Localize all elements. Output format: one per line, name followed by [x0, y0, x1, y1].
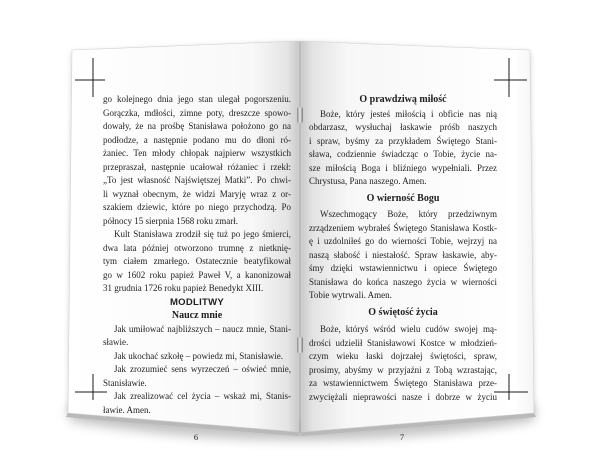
text-line: dowały, że na prośbę Stanisława położono go na — [103, 121, 291, 131]
text-line: ławie. Amen. — [103, 404, 151, 415]
text-line: Boże, który jesteś miłością i obficie nas nią — [320, 108, 497, 119]
text-line: Jak umiłować najbliższych – naucz mnie, Stani- — [114, 323, 291, 334]
text-line: przepraszał, następnie ucałował różaniec i rzekł: — [103, 161, 291, 172]
page-number-left: 6 — [193, 432, 199, 442]
text-line: czym wieku łaski dojrzałej świętości, spraw, — [309, 351, 497, 361]
page-number-right: 7 — [399, 432, 405, 442]
paragraph — [103, 228, 291, 296]
paragraph — [103, 93, 291, 228]
text-line: prosimy, abyśmy w przyjaźni z Tobą wzrastając, — [309, 364, 497, 375]
text-line: północy 15 sierpnia 1568 roku zmarł. — [103, 215, 238, 226]
text-line: obdarzasz, wysłuchaj łaskawie próśb naszych — [309, 122, 497, 132]
text-line: Jak zrealizować cel życia – wskaż mi, Stanis- — [114, 391, 291, 401]
text-line: Wszechmogący Boże, który przedziwnym — [320, 209, 497, 219]
text-line: go w 1602 roku papież Paweł V, a kanonizował — [103, 269, 291, 280]
text-line: Chrystusa, Pana naszego. Amen. — [309, 176, 427, 186]
text-line: szakiem dziewic, które po niego przychodzą. Po — [103, 202, 291, 212]
text-line: 31 grudnia 1726 roku papież Benedykt XIII. — [103, 283, 264, 293]
text-line: naszą słabość i niestałość. Spraw łaskawie, aby- — [309, 249, 497, 260]
prayer-title: O świętość życia — [368, 307, 438, 318]
text-line: sława, codziennie świadcząc o Tobie, życie na- — [309, 149, 497, 159]
left-page-text — [103, 93, 291, 417]
text-line: Stanisława do końca naszego życia w wierności — [309, 276, 497, 287]
right-page-text — [309, 93, 497, 404]
text-line: li wyznał obecnym, że widzi Maryję wraz z or- — [103, 188, 291, 199]
prayer-text — [309, 108, 497, 189]
text-line: sławie. — [103, 337, 129, 347]
prayer-text — [309, 208, 497, 303]
text-line: ę i uzdolniłeś go do wierności Tobie, wejrzyj na — [309, 236, 497, 246]
text-line: Stanisławie. — [103, 377, 147, 388]
text-line: go kolejnego dnia jego stan ulegał pogorszeniu. — [103, 94, 291, 104]
prayer-text — [309, 323, 497, 404]
text-line: za wstawiennictwem Świętego Stanisława prze- — [309, 378, 497, 388]
prayer-title: O wierność Bogu — [366, 193, 440, 204]
text-line: drości udzielił Stanisławowi Kostce w młodzień- — [309, 337, 497, 348]
prayer-title: Naucz mnie — [171, 310, 223, 321]
prayer-title: O prawdziwą miłość — [359, 94, 447, 105]
section-heading: MODLITWY — [169, 296, 225, 308]
text-line: śmy dzięki wstawiennictwu i opiece Świętego — [309, 263, 497, 273]
text-line: i spraw, byśmy za przykładem Świętego Stani- — [309, 135, 497, 146]
text-line: Tobie wytrwali. Amen. — [309, 290, 392, 300]
staple-bottom — [297, 337, 303, 353]
text-line: tym ciałem zmarłego. Ostatecznie beatyfikował — [103, 256, 291, 266]
text-line: sze miłością Boga i bliźniego wypełniali. Przez — [309, 162, 497, 173]
text-line: podłodze, a następnie podano mu do dłoni ró- — [103, 134, 291, 145]
text-line: Jak ukochać szkołę – powiedz mi, Stanisławie. — [114, 350, 283, 361]
text-line: Kult Stanisława zrodził się tuż po jego śmierci, — [114, 229, 291, 239]
text-line: „To jest własność Najświętszej Matki”. Po chwi- — [103, 175, 291, 185]
text-line: zrządzeniem wybrałeś Świętego Stanisława Kostk- — [309, 222, 497, 233]
text-line: zwyciężali nieprawości nasze i dobrze w życiu — [309, 391, 497, 402]
text-line: żaniec. Ten młody chłopak najpierw wszystkich — [103, 148, 291, 158]
staple-top — [297, 107, 303, 123]
text-line: dwa lata później otworzono trumnę z nietknię- — [103, 242, 291, 253]
prayer-text — [103, 323, 291, 418]
text-line: Jak zrozumieć sens wyrzeczeń – oświeć mnie, — [114, 364, 291, 374]
text-line: Boże, któryś wśród wielu cudów swojej mą- — [320, 324, 497, 334]
text-line: Gorączka, mdłości, zimne poty, dreszcze spowo- — [103, 107, 291, 118]
